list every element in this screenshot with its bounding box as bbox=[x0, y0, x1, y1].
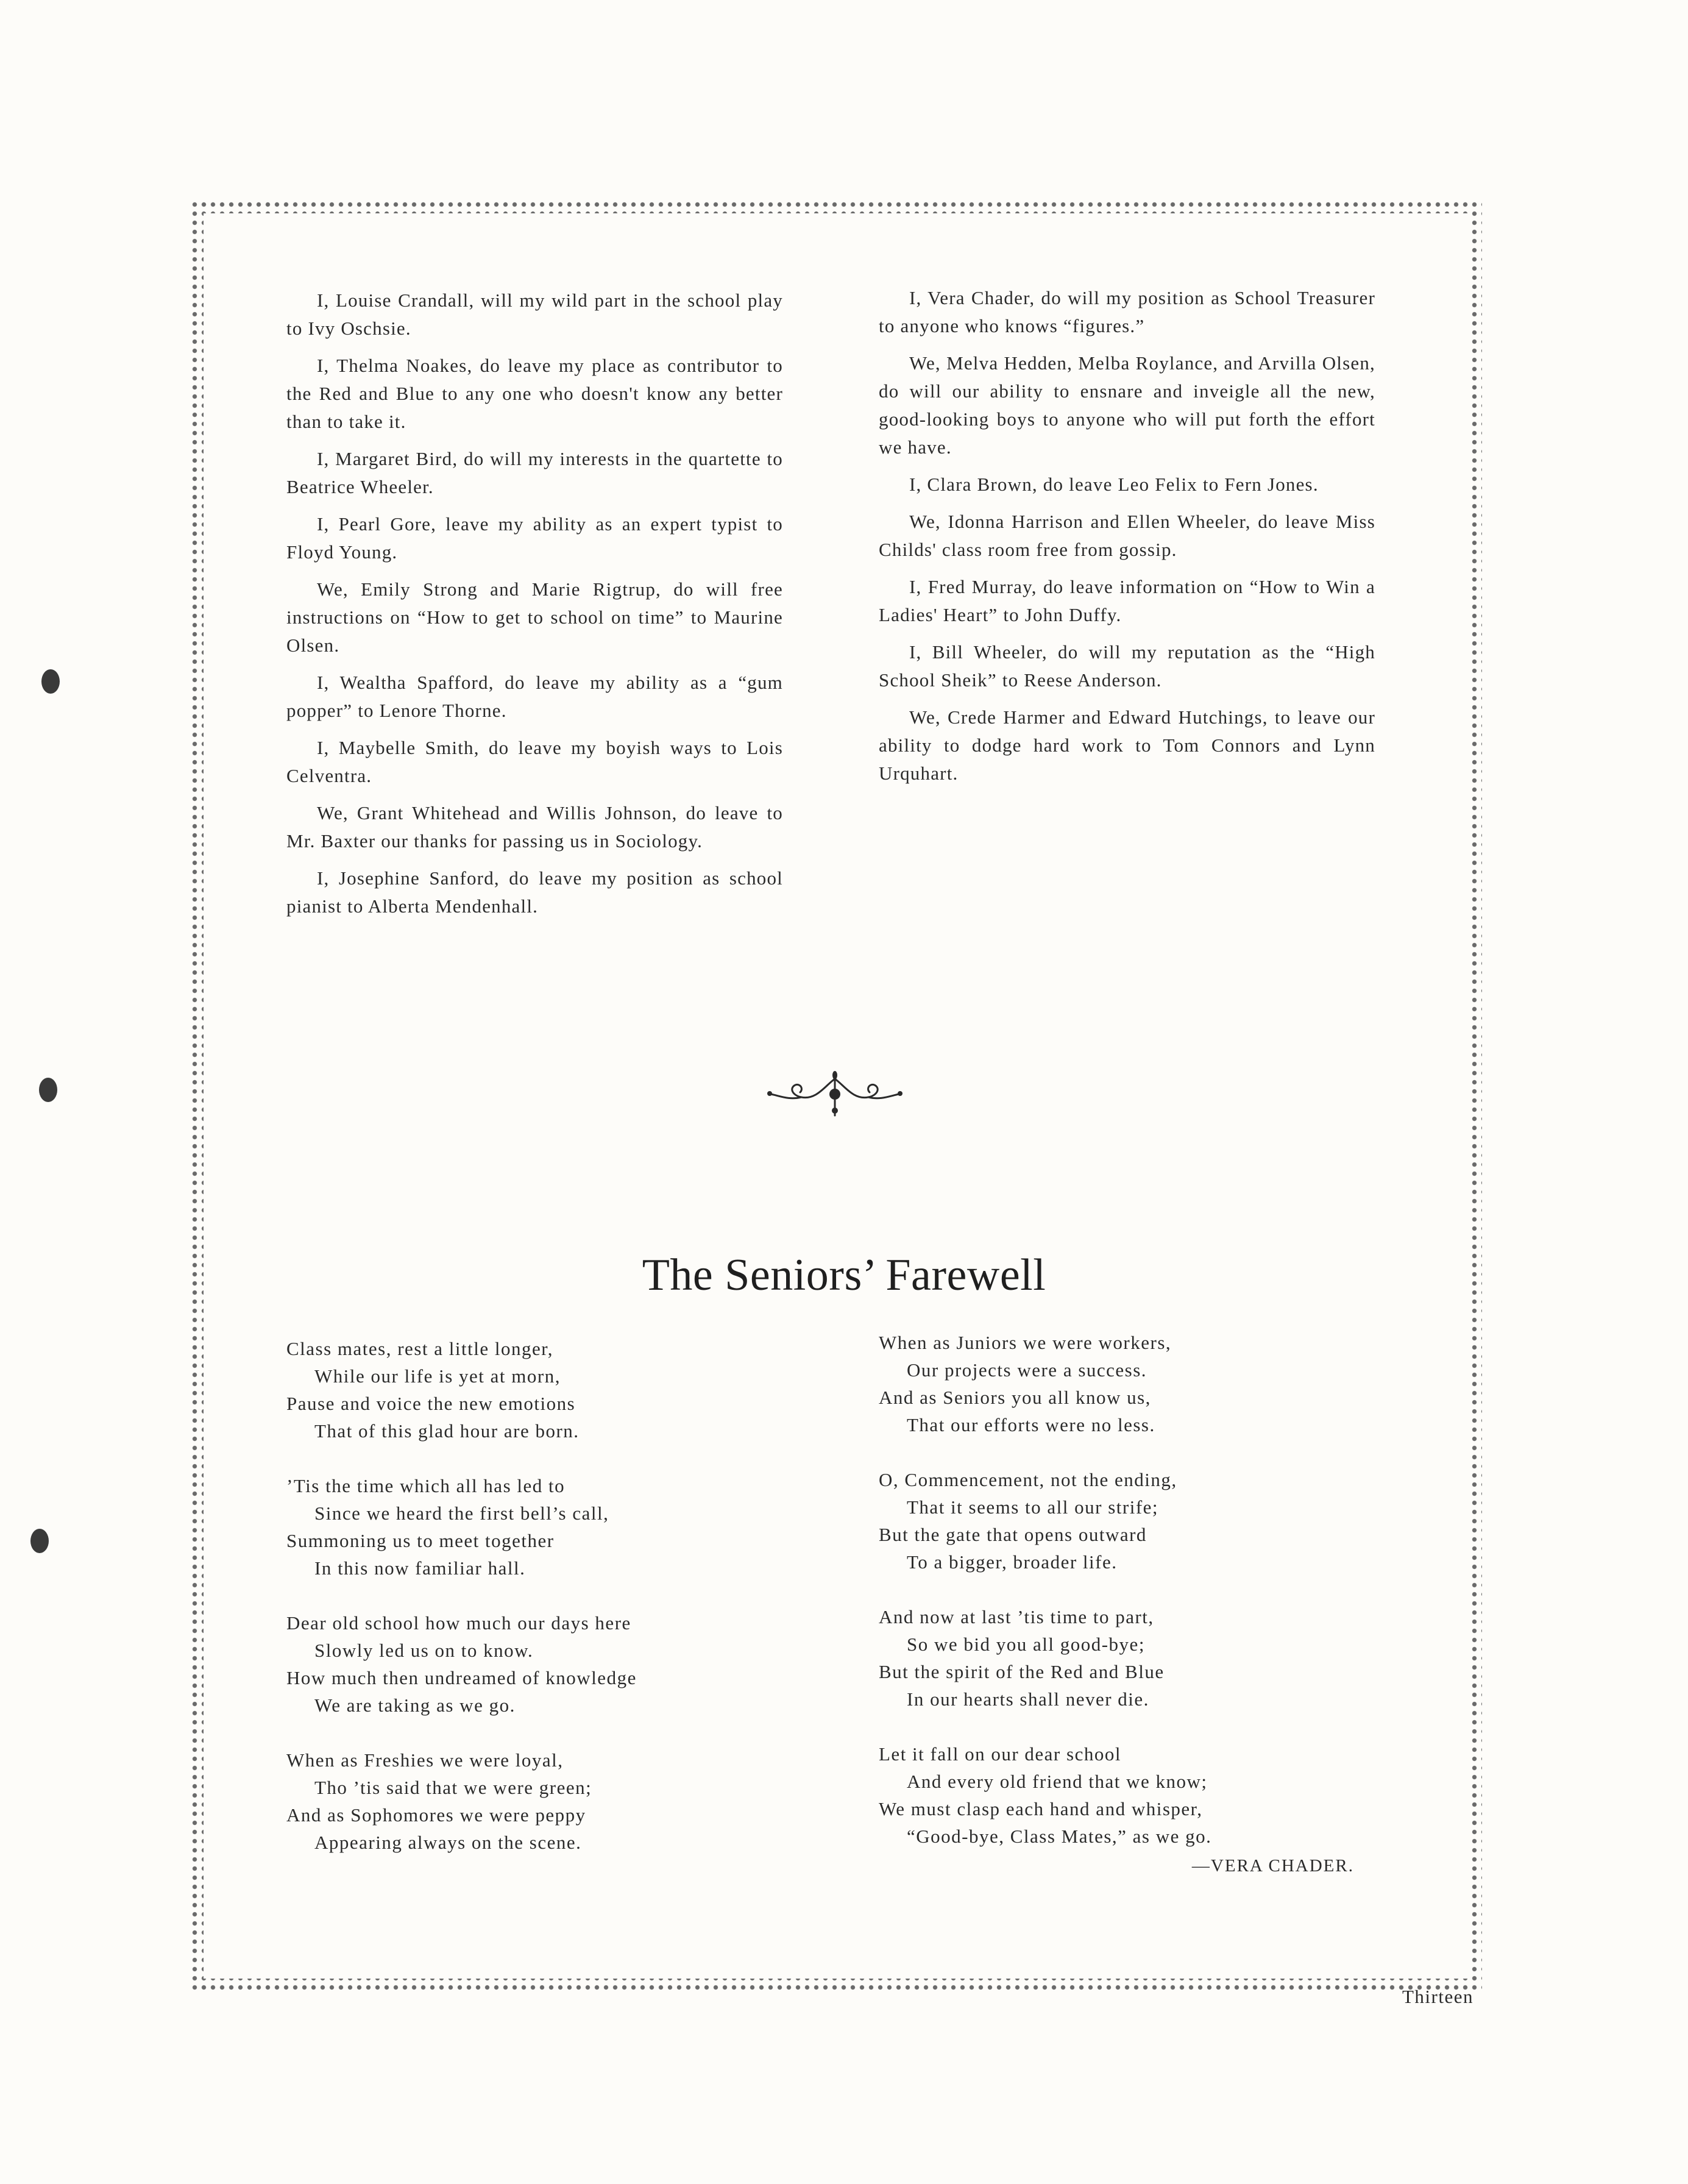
poem-line: That it seems to all our strife; bbox=[907, 1496, 1159, 1518]
poem-line: Tho ’tis said that we were green; bbox=[314, 1777, 592, 1798]
poem-stanza bbox=[286, 1746, 823, 1856]
bequest-paragraph: We, Emily Strong and Marie Rigtrup, do will free instructions on “How to get to school on time” to Maurine Olsen. bbox=[286, 578, 783, 656]
poem-stanza bbox=[879, 1466, 1415, 1576]
binder-hole-bottom bbox=[30, 1529, 49, 1553]
poem-line: So we bid you all good-bye; bbox=[907, 1634, 1145, 1655]
poem-line: In our hearts shall never die. bbox=[907, 1688, 1149, 1710]
poem-stanza bbox=[879, 1329, 1415, 1439]
poem-line: And now at last ’tis time to part, bbox=[879, 1606, 1154, 1627]
bequest-paragraph: I, Bill Wheeler, do will my reputation as the “High School Sheik” to Reese Anderson. bbox=[879, 641, 1375, 691]
poem-line: Dear old school how much our days here bbox=[286, 1612, 631, 1634]
poem-line: And as Seniors you all know us, bbox=[879, 1387, 1151, 1408]
poem-line: To a bigger, broader life. bbox=[907, 1551, 1118, 1573]
poem-line: That of this glad hour are born. bbox=[314, 1420, 580, 1442]
bequest-paragraph: I, Josephine Sanford, do leave my position as school pianist to Alberta Mendenhall. bbox=[286, 867, 783, 917]
poem-line: O, Commencement, not the ending, bbox=[879, 1469, 1177, 1490]
flourish-ornament-icon bbox=[765, 1067, 905, 1122]
bequest-paragraph: I, Clara Brown, do leave Leo Felix to Fern Jones. bbox=[909, 474, 1319, 495]
poem-line: And every old friend that we know; bbox=[907, 1771, 1208, 1792]
poem-line: While our life is yet at morn, bbox=[314, 1365, 561, 1387]
poem-title: The Seniors’ Farewell bbox=[642, 1250, 1046, 1300]
bequest-paragraph: We, Melva Hedden, Melba Roylance, and Arvilla Olsen, do will our ability to ensnare and inveigle all the new, good-looking boys to anyone who will put forth the effort we have. bbox=[879, 352, 1375, 458]
poem-stanza bbox=[286, 1609, 823, 1719]
poem-author: —VERA CHADER. bbox=[1191, 1856, 1354, 1876]
poem-line: Pause and voice the new emotions bbox=[286, 1393, 576, 1414]
poem-line: How much then undreamed of knowledge bbox=[286, 1667, 637, 1688]
poem-line: That our efforts were no less. bbox=[907, 1414, 1155, 1435]
poem-line: When as Freshies we were loyal, bbox=[286, 1749, 564, 1771]
bequest-paragraph: We, Crede Harmer and Edward Hutchings, to leave our ability to dodge hard work to Tom Connors and Lynn Urquhart. bbox=[879, 706, 1375, 784]
bequests-right-column bbox=[879, 284, 1375, 797]
poem-line: “Good-bye, Class Mates,” as we go. bbox=[907, 1826, 1212, 1847]
poem-line: Let it fall on our dear school bbox=[879, 1743, 1121, 1765]
bequest-paragraph: We, Idonna Harrison and Ellen Wheeler, do leave Miss Childs' class room free from gossip. bbox=[879, 511, 1375, 560]
poem-line: Class mates, rest a little longer, bbox=[286, 1338, 554, 1359]
bequest-paragraph: I, Wealtha Spafford, do leave my ability as a “gum popper” to Lenore Thorne. bbox=[286, 672, 783, 721]
poem-line: Slowly led us on to know. bbox=[314, 1640, 534, 1661]
bequest-paragraph: I, Louise Crandall, will my wild part in the school play to Ivy Oschsie. bbox=[286, 290, 783, 339]
poem-line: But the gate that opens outward bbox=[879, 1524, 1147, 1545]
poem-line: Appearing always on the scene. bbox=[314, 1832, 582, 1853]
poem-stanza bbox=[879, 1740, 1415, 1850]
poem-line: In this now familiar hall. bbox=[314, 1557, 526, 1579]
poem-line: Our projects were a success. bbox=[907, 1359, 1147, 1381]
poem-stanza bbox=[286, 1472, 823, 1582]
poem-line: When as Juniors we were workers, bbox=[879, 1332, 1172, 1353]
poem-line: We are taking as we go. bbox=[314, 1695, 516, 1716]
poem-line: But the spirit of the Red and Blue bbox=[879, 1661, 1165, 1682]
bequest-paragraph: I, Thelma Noakes, do leave my place as contributor to the Red and Blue to any one who doesn't know any better than to take it. bbox=[286, 355, 783, 432]
binder-hole-top bbox=[41, 669, 60, 694]
page-number: Thirteen bbox=[1402, 1986, 1473, 2007]
poem-stanza bbox=[286, 1335, 823, 1445]
bequest-paragraph: I, Vera Chader, do will my position as School Treasurer to anyone who knows “figures.” bbox=[879, 287, 1375, 336]
poem-stanza bbox=[879, 1603, 1415, 1713]
poem-right-column bbox=[879, 1329, 1415, 1877]
bequest-paragraph: I, Fred Murray, do leave information on “How to Win a Ladies' Heart” to John Duffy. bbox=[879, 576, 1375, 625]
poem-line: ’Tis the time which all has led to bbox=[286, 1475, 566, 1496]
bequests-left-column bbox=[286, 286, 783, 930]
bequest-paragraph: We, Grant Whitehead and Willis Johnson, do leave to Mr. Baxter our thanks for passing us in Sociology. bbox=[286, 802, 783, 852]
binder-hole-middle bbox=[39, 1078, 57, 1102]
poem-left-column bbox=[286, 1335, 823, 1883]
poem-line: Since we heard the first bell’s call, bbox=[314, 1503, 609, 1524]
bequest-paragraph: I, Margaret Bird, do will my interests in the quartette to Beatrice Wheeler. bbox=[286, 448, 783, 497]
poem-line: Summoning us to meet together bbox=[286, 1530, 555, 1551]
poem-line: And as Sophomores we were peppy bbox=[286, 1804, 586, 1826]
poem-line: We must clasp each hand and whisper, bbox=[879, 1798, 1203, 1819]
bequest-paragraph: I, Pearl Gore, leave my ability as an expert typist to Floyd Young. bbox=[286, 513, 783, 563]
bequest-paragraph: I, Maybelle Smith, do leave my boyish ways to Lois Celventra. bbox=[286, 737, 783, 786]
